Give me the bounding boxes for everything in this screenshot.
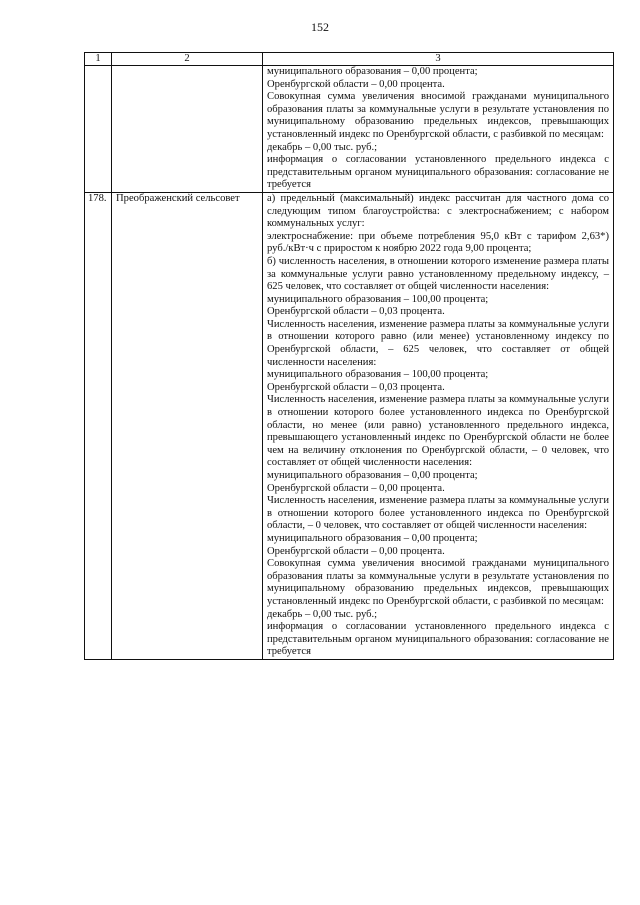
row-number: 178.	[85, 192, 112, 659]
body-line: муниципального образования – 0,00 процента;	[267, 470, 478, 481]
body-line: Оренбургской области – 0,03 процента.	[267, 381, 445, 393]
body-line: информация о согласовании установленного предельного индекса с представительным органом муниципального образования: согласование не требуется	[267, 621, 609, 658]
body-line: а) предельный (максимальный) индекс рассчитан для частного дома со следующим типом благоустройства: с электроснабжением; с набором коммунальных услуг:	[267, 192, 609, 230]
table-row	[85, 66, 614, 193]
body-line: декабрь – 0,00 тыс. руб.;	[267, 141, 378, 153]
header-col-1: 1	[85, 53, 112, 66]
body-line: муниципального образования – 0,00 процента;	[267, 532, 478, 544]
body-line: Оренбургской области – 0,00 процента.	[267, 545, 445, 557]
body-line: Оренбургской области – 0,00 процента.	[267, 482, 445, 494]
body-line: Совокупная сумма увеличения вносимой гражданами муниципального образования платы за коммунальные услуги в результате установления по муниципальному образованию предельных индексов, превышающих установленный индекс по Оренбургской области, с разбивкой по месяцам:	[267, 558, 609, 607]
body-line: муниципального образования – 100,00 процента;	[267, 293, 489, 305]
body-line: муниципального образования – 0,00 процента;	[267, 66, 478, 77]
body-line: Численность населения, изменение размера платы за коммунальные услуги в отношении которого равно (или менее) установленному индексу по Оренбургской области, – 625 человек, что составляет от общей численности населения:	[267, 318, 609, 368]
body-line: б) численность населения, в отношении которого изменение размера платы за коммунальные услуги равно установленному предельному индексу, – 625 человек, что составляет от общей численности населения:	[267, 255, 609, 293]
table-header-row	[85, 53, 614, 66]
row-body	[263, 192, 614, 659]
body-line: декабрь – 0,00 тыс. руб.;	[267, 608, 378, 620]
body-line: Оренбургской области – 0,00 процента.	[267, 78, 445, 90]
municipality-name: Преображенский сельсовет	[112, 192, 263, 659]
header-col-3: 3	[263, 53, 614, 66]
table-row	[85, 192, 614, 659]
row-body	[263, 66, 614, 193]
body-line: электроснабжение: при объеме потребления 95,0 кВт с тарифом 2,63*) руб./кВт·ч с приростом к ноябрю 2022 года 9,00 процента;	[267, 230, 609, 255]
body-line: Оренбургской области – 0,03 процента.	[267, 306, 445, 318]
page-number: 152	[311, 20, 329, 34]
body-line: муниципального образования – 100,00 процента;	[267, 369, 489, 381]
municipality-name	[112, 66, 263, 193]
row-number	[85, 66, 112, 193]
body-line: Совокупная сумма увеличения вносимой гражданами муниципального образования платы за коммунальные услуги в результате установления по муниципальному образованию предельных индексов, превышающих установленный индекс по Оренбургской области, с разбивкой по месяцам:	[267, 91, 609, 140]
index-table	[84, 52, 614, 660]
body-line: информация о согласовании установленного предельного индекса с представительным органом муниципального образования: согласование не требуется	[267, 154, 609, 191]
body-line: Численность населения, изменение размера платы за коммунальные услуги в отношении которого более установленного индекса по Оренбургской области, но менее (или равно) установленного предельного индекса, превышающего установленный индекс по Оренбургской области не более чем на величину отклонения по Оренбургской области, – 0 человек, что составляет от общей численности населения:	[267, 394, 609, 469]
body-line: Численность населения, изменение размера платы за коммунальные услуги в отношении которого более установленного индекса по Оренбургской области, – 0 человек, что составляет от общей численности населения:	[267, 495, 609, 532]
header-col-2: 2	[112, 53, 263, 66]
